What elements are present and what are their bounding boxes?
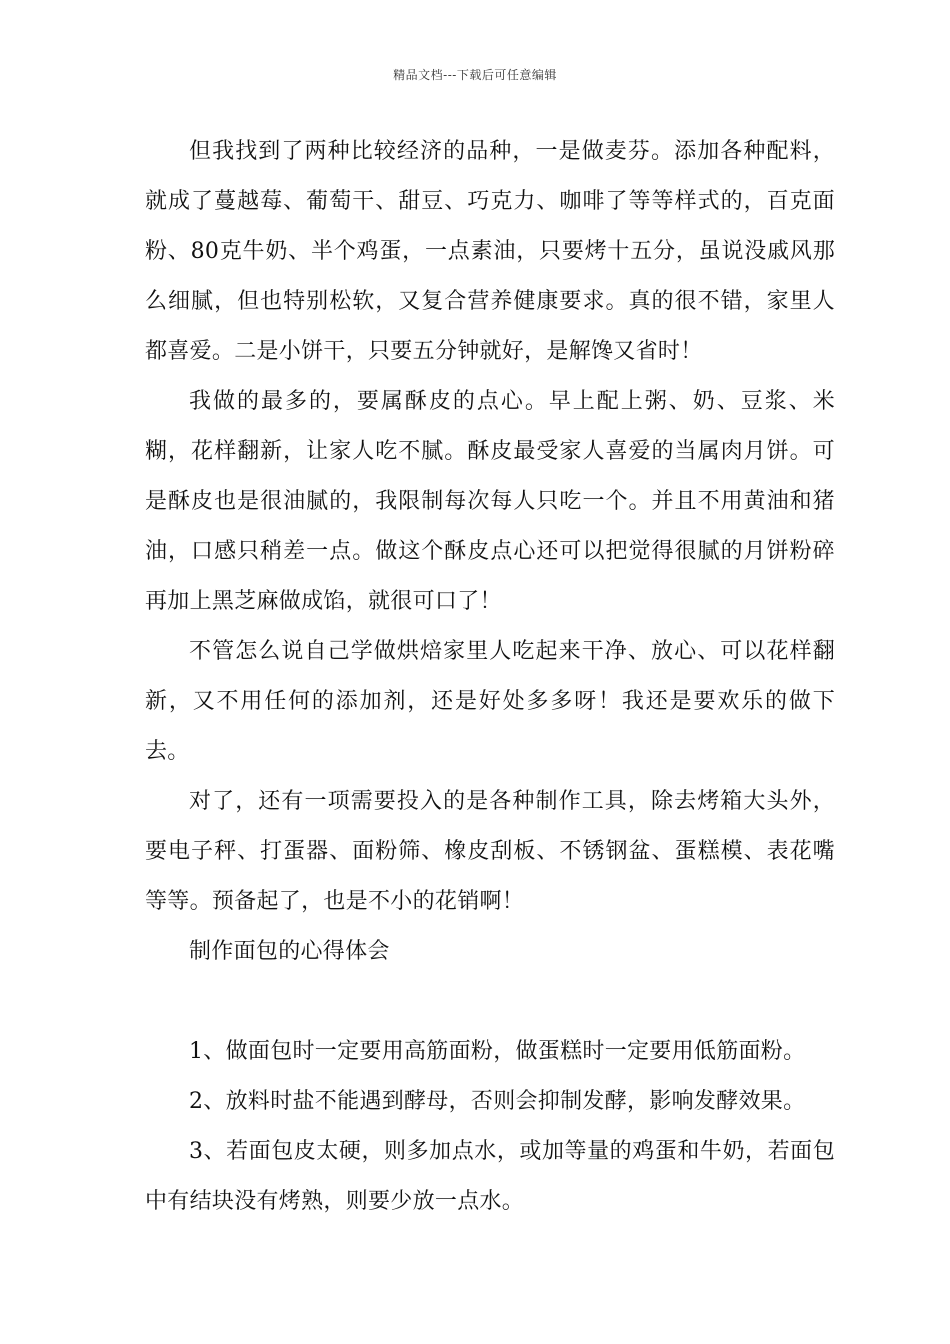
paragraph-muffin: 但我找到了两种比较经济的品种，一是做麦芬。添加各种配料，就成了蔓越莓、葡萄干、甜豆、巧克力、咖啡了等等样式的，百克面粉、80克牛奶、半个鸡蛋，一点素油，只要烤十五分，虽说没戚风那么细腻，但也特别松软，又复合营养健康要求。真的很不错，家里人都喜爱。二是小饼干，只要五分钟就好，是解馋又省时！ — [145, 139, 835, 364]
page-header: 精品文档---下载后可任意编辑 — [393, 68, 557, 82]
article-body — [145, 127, 835, 1227]
tip-item-2: 2、放料时盐不能遇到酵母，否则会抑制发酵，影响发酵效果。 — [189, 1089, 806, 1114]
tip-item-3: 3、若面包皮太硬，则多加点水，或加等量的鸡蛋和牛奶，若面包中有结块没有烤熟，则要少放一点水。 — [145, 1139, 835, 1214]
tip-item-1: 1、做面包时一定要用高筋面粉，做蛋糕时一定要用低筋面粉。 — [189, 1039, 806, 1064]
blank-line — [145, 977, 835, 1027]
paragraph-benefits: 不管怎么说自己学做烘焙家里人吃起来干净、放心、可以花样翻新，又不用任何的添加剂，还是好处多多呀！我还是要欢乐的做下去。 — [145, 639, 835, 764]
section-title: 制作面包的心得体会 — [189, 939, 390, 964]
paragraph-tools: 对了，还有一项需要投入的是各种制作工具，除去烤箱大头外，要电子秤、打蛋器、面粉筛、橡皮刮板、不锈钢盆、蛋糕模、表花嘴等等。预备起了，也是不小的花销啊！ — [145, 789, 835, 914]
paragraph-pastry: 我做的最多的，要属酥皮的点心。早上配上粥、奶、豆浆、米糊，花样翻新，让家人吃不腻。酥皮最受家人喜爱的当属肉月饼。可是酥皮也是很油腻的，我限制每次每人只吃一个。并且不用黄油和猪油，口感只稍差一点。做这个酥皮点心还可以把觉得很腻的月饼粉碎再加上黑芝麻做成馅，就很可口了！ — [145, 389, 835, 614]
